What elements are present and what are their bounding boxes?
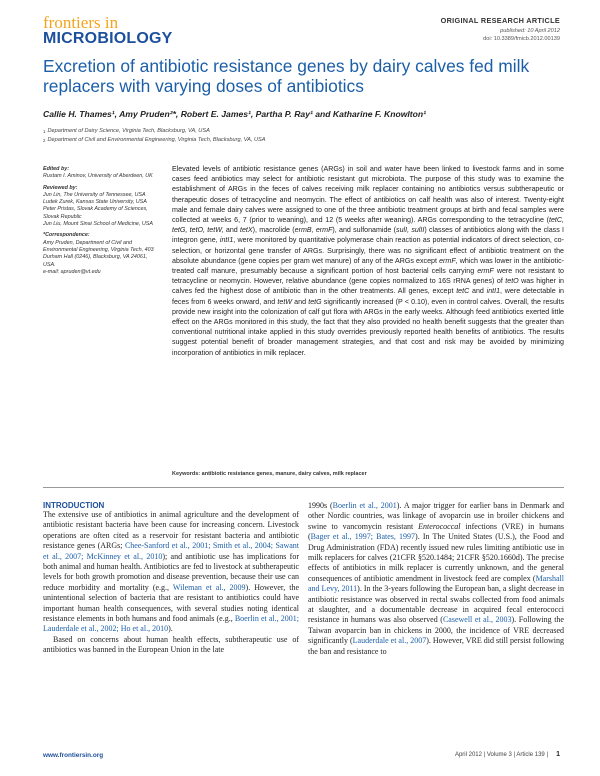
reviewed-by-label: Reviewed by: [43,184,78,191]
article-type: ORIGINAL RESEARCH ARTICLE [440,16,560,25]
reviewer: Ludek Zurek, Kansas State University, USA [43,199,147,206]
editor: Rustam I. Aminov, University of Aberdeen, UK [43,173,153,180]
section-divider [43,487,564,488]
affiliations [43,127,563,145]
intro-paragraph: The extensive use of antibiotics in animal agriculture and the development of antibiotic resistant bacteria have been cause for increasing concern. Livestock operations are often cited as a reservoir for resistant bacteria and antibiotic resistance genes (ARGs; Chee-Sanford et al., 2001; Smith et al., 2004; Sawant et al., 2007; McKinney et al., 2010); and antibiotic use has implications for both animal and human health. Antibiotics are fed to livestock at subtherapeutic levels for both growth promotion and disease prevention, because their use can reduce morbidity and mortality (e.g., Wileman et al., 2009). However, the unintentional selection of bacteria that are resistant to antibiotics could have important human health consequences, with several studies noting identical resistance elements in both humans and food animals (e.g., Boerlin et al., 2001; Lauderdale et al., 2002; Ho et al., 2010). [43,510,300,634]
affiliation-1: $^1$ Department of Dairy Science, Virginia Tech, Blacksburg, VA, USA [43,128,210,134]
intro-left-column [43,510,299,656]
affiliation-2: $^2$ Department of Civil and Environmental Engineering, Virginia Tech, Blacksburg, VA, USA [43,137,266,143]
keywords: Keywords: antibiotic resistance genes, manure, dairy calves, milk replacer [172,471,367,477]
footer-issue-info: April 2012 | Volume 3 | Article 139 | [454,752,548,758]
journal-logo[interactable] [43,15,173,47]
intro-paragraph: 1990s (Boerlin et al., 2001). A major trigger for earlier bans in Denmark and other Nordic countries, was linkage of avoparcin use in broiler chickens and swine to vancomycin resistant Enterococcal infections (VRE) in humans (Bager et al., 1997; Bates, 1997). In The United States (U.S.), the Food and Drug Administration (FDA) recently issued new rules limiting antibiotic use in milk replacers for calves (21CFR §520.1484; 21CFR §520.1660d). The precise effects of antibiotics in milk replacer is currently unknown, and the general consequences of antibiotic amendment in livestock feed are complex (Marshall and Levy, 2011). In the 3-years following the European ban, a slight decrease in antibiotic resistance was observed in rectal swabs collected from food animals at slaughter, and a documentable decrease in acquired fecal enterococci resistance in humans was also observed (Casewell et al., 2003). Following the Taiwan avoparcin ban in chickens in 2000, the incidence of VRE decreased significantly (Lauderdale et al., 2007). However, VRE did still persist following the ban and resistance to [308,501,564,656]
edited-by-label: Edited by: [43,166,70,172]
editor-sidebar [43,166,161,276]
doi[interactable]: doi: 10.3389/fmicb.2012.00139 [483,36,560,42]
author-list: Callie H. Thames¹, Amy Pruden²*, Robert E. James¹, Partha P. Ray¹ and Katharine F. Knowlton¹ [43,109,426,119]
intro-paragraph: Based on concerns about human health effects, subtherapeutic use of antibiotics was banned in the European Union in the late [43,634,299,655]
reviewer: Jun Liu, Mount Sinai School of Medicine, USA [43,221,153,228]
footer-url[interactable]: www.frontiersin.org [43,752,104,759]
reviewer: Jun Lin, The University of Tennessee, USA [43,191,146,198]
introduction-heading: INTRODUCTION [43,501,105,510]
abstract: Elevated levels of antibiotic resistance genes (ARGs) in soil and water have been linked to livestock farms and in some cases feed antibiotics may select for antibiotic resistant gut microbiota. The purpose of this study was to examine the establishment of ARGs in the feces of calves receiving milk replacer containing no antibiotics versus subtherapeutic or therapeutic doses of tetracycline and neomycin. The effect of antibiotics on calf health was also of interest. Twenty-eight male and female dairy calves were assigned to one of the three antibiotic treatment groups at birth and fecal samples were collected at weeks 6, 7 (prior to weaning), and 12 (5 weeks after weaning). ARGs corresponding to the tetracycline (tetC, tetG, tetO, tetW, and tetX), macrolide (ermB, ermF), and sulfonamide (sulI, sulII) classes of antibiotics along with the class I integron gene, intI1, were monitored by quantitative polymerase chain reaction as potential indicators of direct selection, co-selection, or horizontal gene transfer of ARGs. Surprisingly, there was no significant effect of antibiotic treatment on the absolute abundance (gene copies per gram wet manure) of any of the ARGs except ermF, which was lower in the antibiotic-treated calf manure, presumably because a significant portion of host bacterial cells carrying ermF were not resistant to tetracycline or neomycin. However, relative abundance (gene copies normalized to 16S rRNA genes) of tetO was higher in calves fed the highest dose of antibiotic than in the other treatments. All genes, except tetC and intI1, were detectable in feces from 6 weeks onward, and tetW and tetG significantly increased (P < 0.10), even in control calves. Overall, the results provide new insight into the colonization of calf gut flora with ARGs in the early weeks. Although feed antibiotics exerted little effect on the ARGs monitored in this study, the fact that they also provided no health benefit suggests that the greater than conventional nutritional intake applied in this study overrides previously reported health benefits of antibiotics. The results suggest potential benefit of broader management strategies, and that cost and risk may be avoided by minimizing incorporation of antibiotics in milk replacer. [172,165,565,357]
logo-line-2: MICROBIOLOGY [43,30,173,47]
article-title: Excretion of antibiotic resistance genes by dairy calves fed milk replacers with varying doses of antibiotics [43,56,530,96]
correspondence-label: *Correspondence: [43,232,90,239]
intro-right-column [308,501,564,657]
reviewer: Peter Pristas, Slovak Academy of Sciences, Slovak Republic [43,206,148,220]
page-number: 1 [556,751,560,758]
logo-line-1: frontiers in [43,13,119,32]
correspondence-address: Amy Pruden, Department of Civil and Environmental Engineering, Virginia Tech, 403 Durham Hall (0246), Blacksburg, VA 24061, USA. [43,239,154,268]
published-date: published: 10 April 2012 [500,28,560,34]
correspondence-email[interactable]: e-mail: apruden@vt.edu [43,268,101,275]
